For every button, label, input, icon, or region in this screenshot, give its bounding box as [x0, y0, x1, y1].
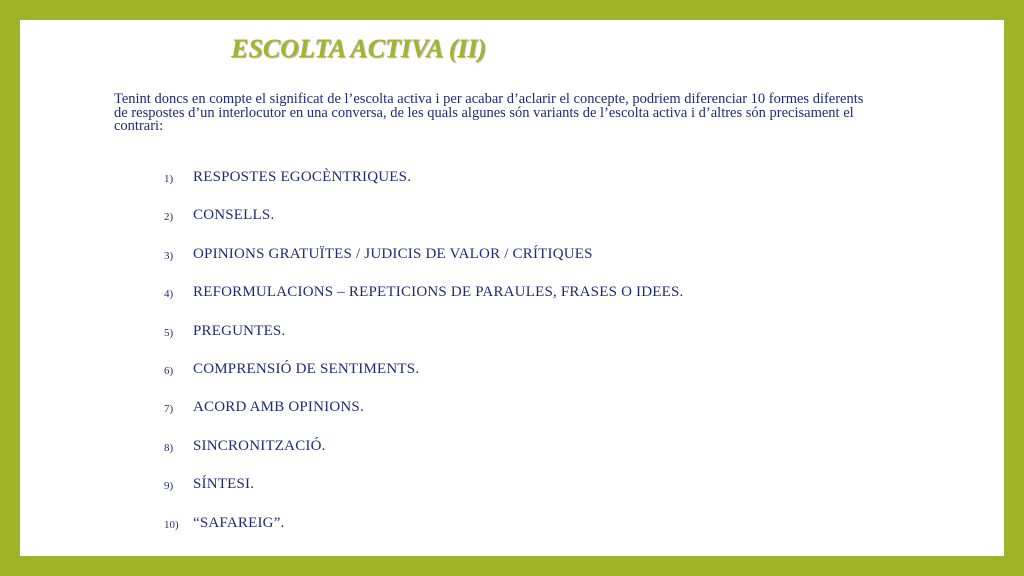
list-item-number: 3)	[164, 249, 174, 262]
list-item-number: 9)	[164, 480, 174, 493]
list-item	[148, 245, 684, 283]
list-item-text: CONSELLS.	[193, 207, 275, 224]
list-item-text: OPINIONS GRATUÏTES / JUDICIS DE VALOR / CRÍTIQUES	[193, 245, 593, 262]
slide-canvas	[20, 20, 1004, 556]
list-item-number: 10)	[164, 518, 179, 531]
list-item-number: 8)	[164, 441, 174, 454]
list-item-number: 1)	[164, 173, 174, 185]
list-item-number: 6)	[164, 364, 174, 377]
list-item	[148, 475, 684, 513]
list-item	[148, 514, 684, 552]
list-item-text: SINCRONITZACIÓ.	[193, 437, 326, 454]
list-item-number: 5)	[164, 326, 174, 339]
slide-title: ESCOLTA ACTIVA (II)	[231, 34, 487, 63]
list-item	[148, 437, 684, 475]
list-item-number: 4)	[164, 288, 174, 301]
list-item-text: COMPRENSIÓ DE SENTIMENTS.	[193, 360, 420, 377]
list-item-text: REFORMULACIONS – REPETICIONS DE PARAULES, FRASES O IDEES.	[193, 284, 684, 301]
list-item	[148, 398, 684, 436]
list-item-number: 2)	[164, 211, 174, 224]
list-item-text: PREGUNTES.	[193, 322, 286, 339]
list-item-text: SÍNTESI.	[193, 476, 255, 493]
list-item	[148, 283, 684, 321]
list-item	[148, 360, 684, 398]
list-item-text: “SAFAREIG”.	[193, 514, 285, 531]
list-item-text: ACORD AMB OPINIONS.	[193, 399, 364, 416]
list-item	[148, 168, 684, 206]
intro-paragraph: Tenint doncs en compte el significat de l’escolta activa i per acabar d’aclarir el concepte, podriem diferenciar 10 formes diferents de respostes d’un interlocutor en una conversa, de les quals algunes són variants de l’escolta activa i d’altres són precisament el contrari:	[114, 91, 864, 134]
list-item-number: 7)	[164, 403, 174, 416]
response-types-list	[148, 168, 684, 552]
list-item	[148, 322, 684, 360]
list-item	[148, 206, 684, 244]
list-item-text: RESPOSTES EGOCÈNTRIQUES.	[193, 169, 412, 185]
